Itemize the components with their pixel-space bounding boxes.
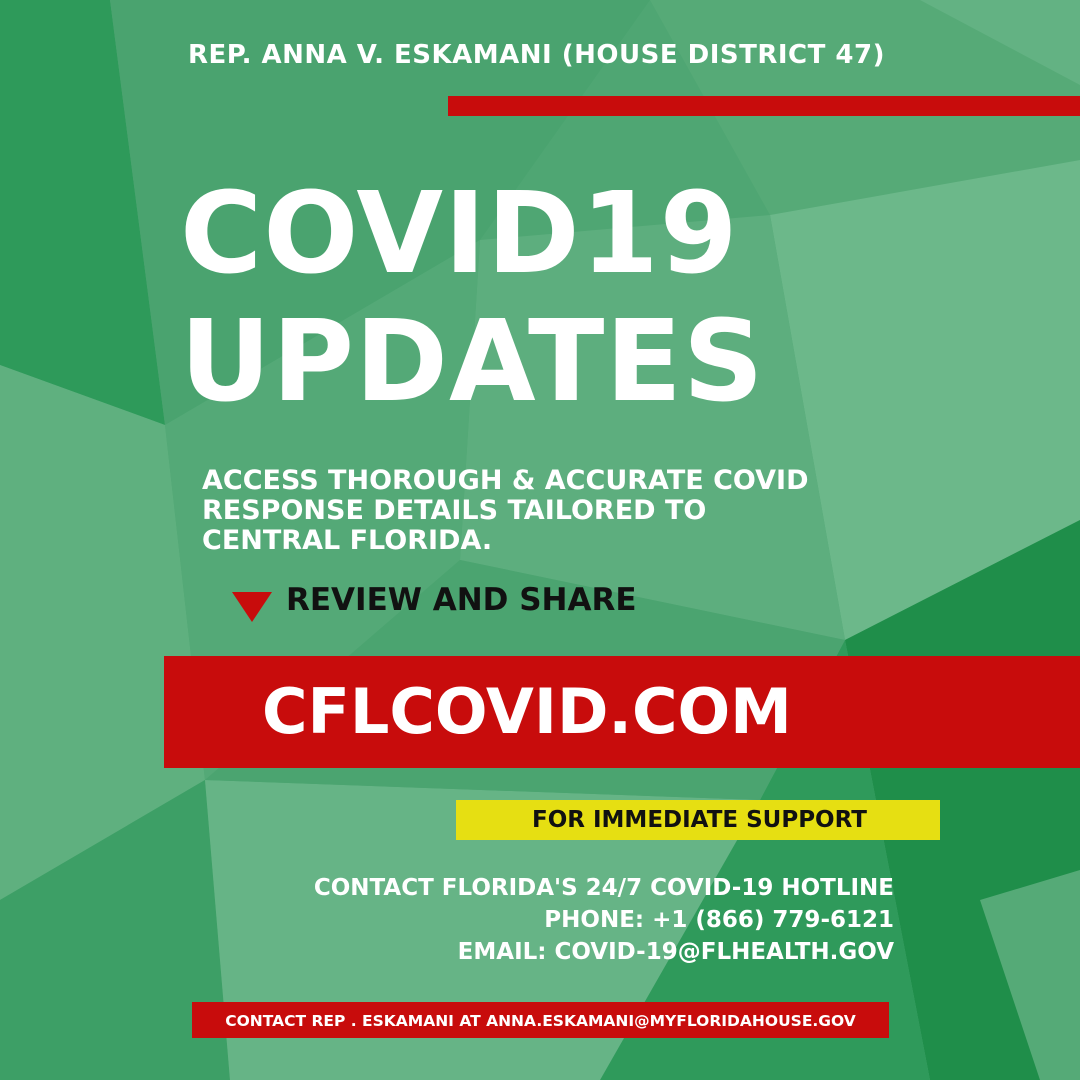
hotline-contact (314, 872, 894, 968)
footer-contact-text[interactable]: CONTACT REP . ESKAMANI AT ANNA.ESKAMANI@MYFLORIDAHOUSE.GOV (225, 1012, 856, 1030)
representative-title: REP. ANNA V. ESKAMANI (HOUSE DISTRICT 47) (188, 40, 885, 70)
description-line-1: ACCESS THOROUGH & ACCURATE COVID (202, 465, 809, 496)
description-line-2: RESPONSE DETAILS TAILORED TO (202, 495, 707, 526)
description-line-3: CENTRAL FLORIDA. (202, 525, 493, 556)
top-accent-bar (448, 96, 1080, 116)
description (202, 466, 809, 556)
review-and-share-label: REVIEW AND SHARE (286, 582, 637, 618)
website-url[interactable]: CFLCOVID.COM (262, 675, 792, 748)
immediate-support-badge (456, 800, 940, 840)
hotline-email[interactable]: EMAIL: COVID-19@FLHEALTH.GOV (457, 939, 894, 965)
headline (180, 170, 765, 426)
headline-line-2: UPDATES (180, 297, 765, 427)
footer-contact-banner (192, 1002, 889, 1038)
immediate-support-label: FOR IMMEDIATE SUPPORT (532, 807, 867, 833)
website-banner (164, 656, 1080, 768)
headline-line-1: COVID19 (180, 169, 739, 299)
red-triangle-down-icon (232, 592, 272, 622)
hotline-title: CONTACT FLORIDA'S 24/7 COVID-19 HOTLINE (313, 875, 894, 901)
hotline-phone[interactable]: PHONE: +1 (866) 779-6121 (544, 907, 894, 933)
